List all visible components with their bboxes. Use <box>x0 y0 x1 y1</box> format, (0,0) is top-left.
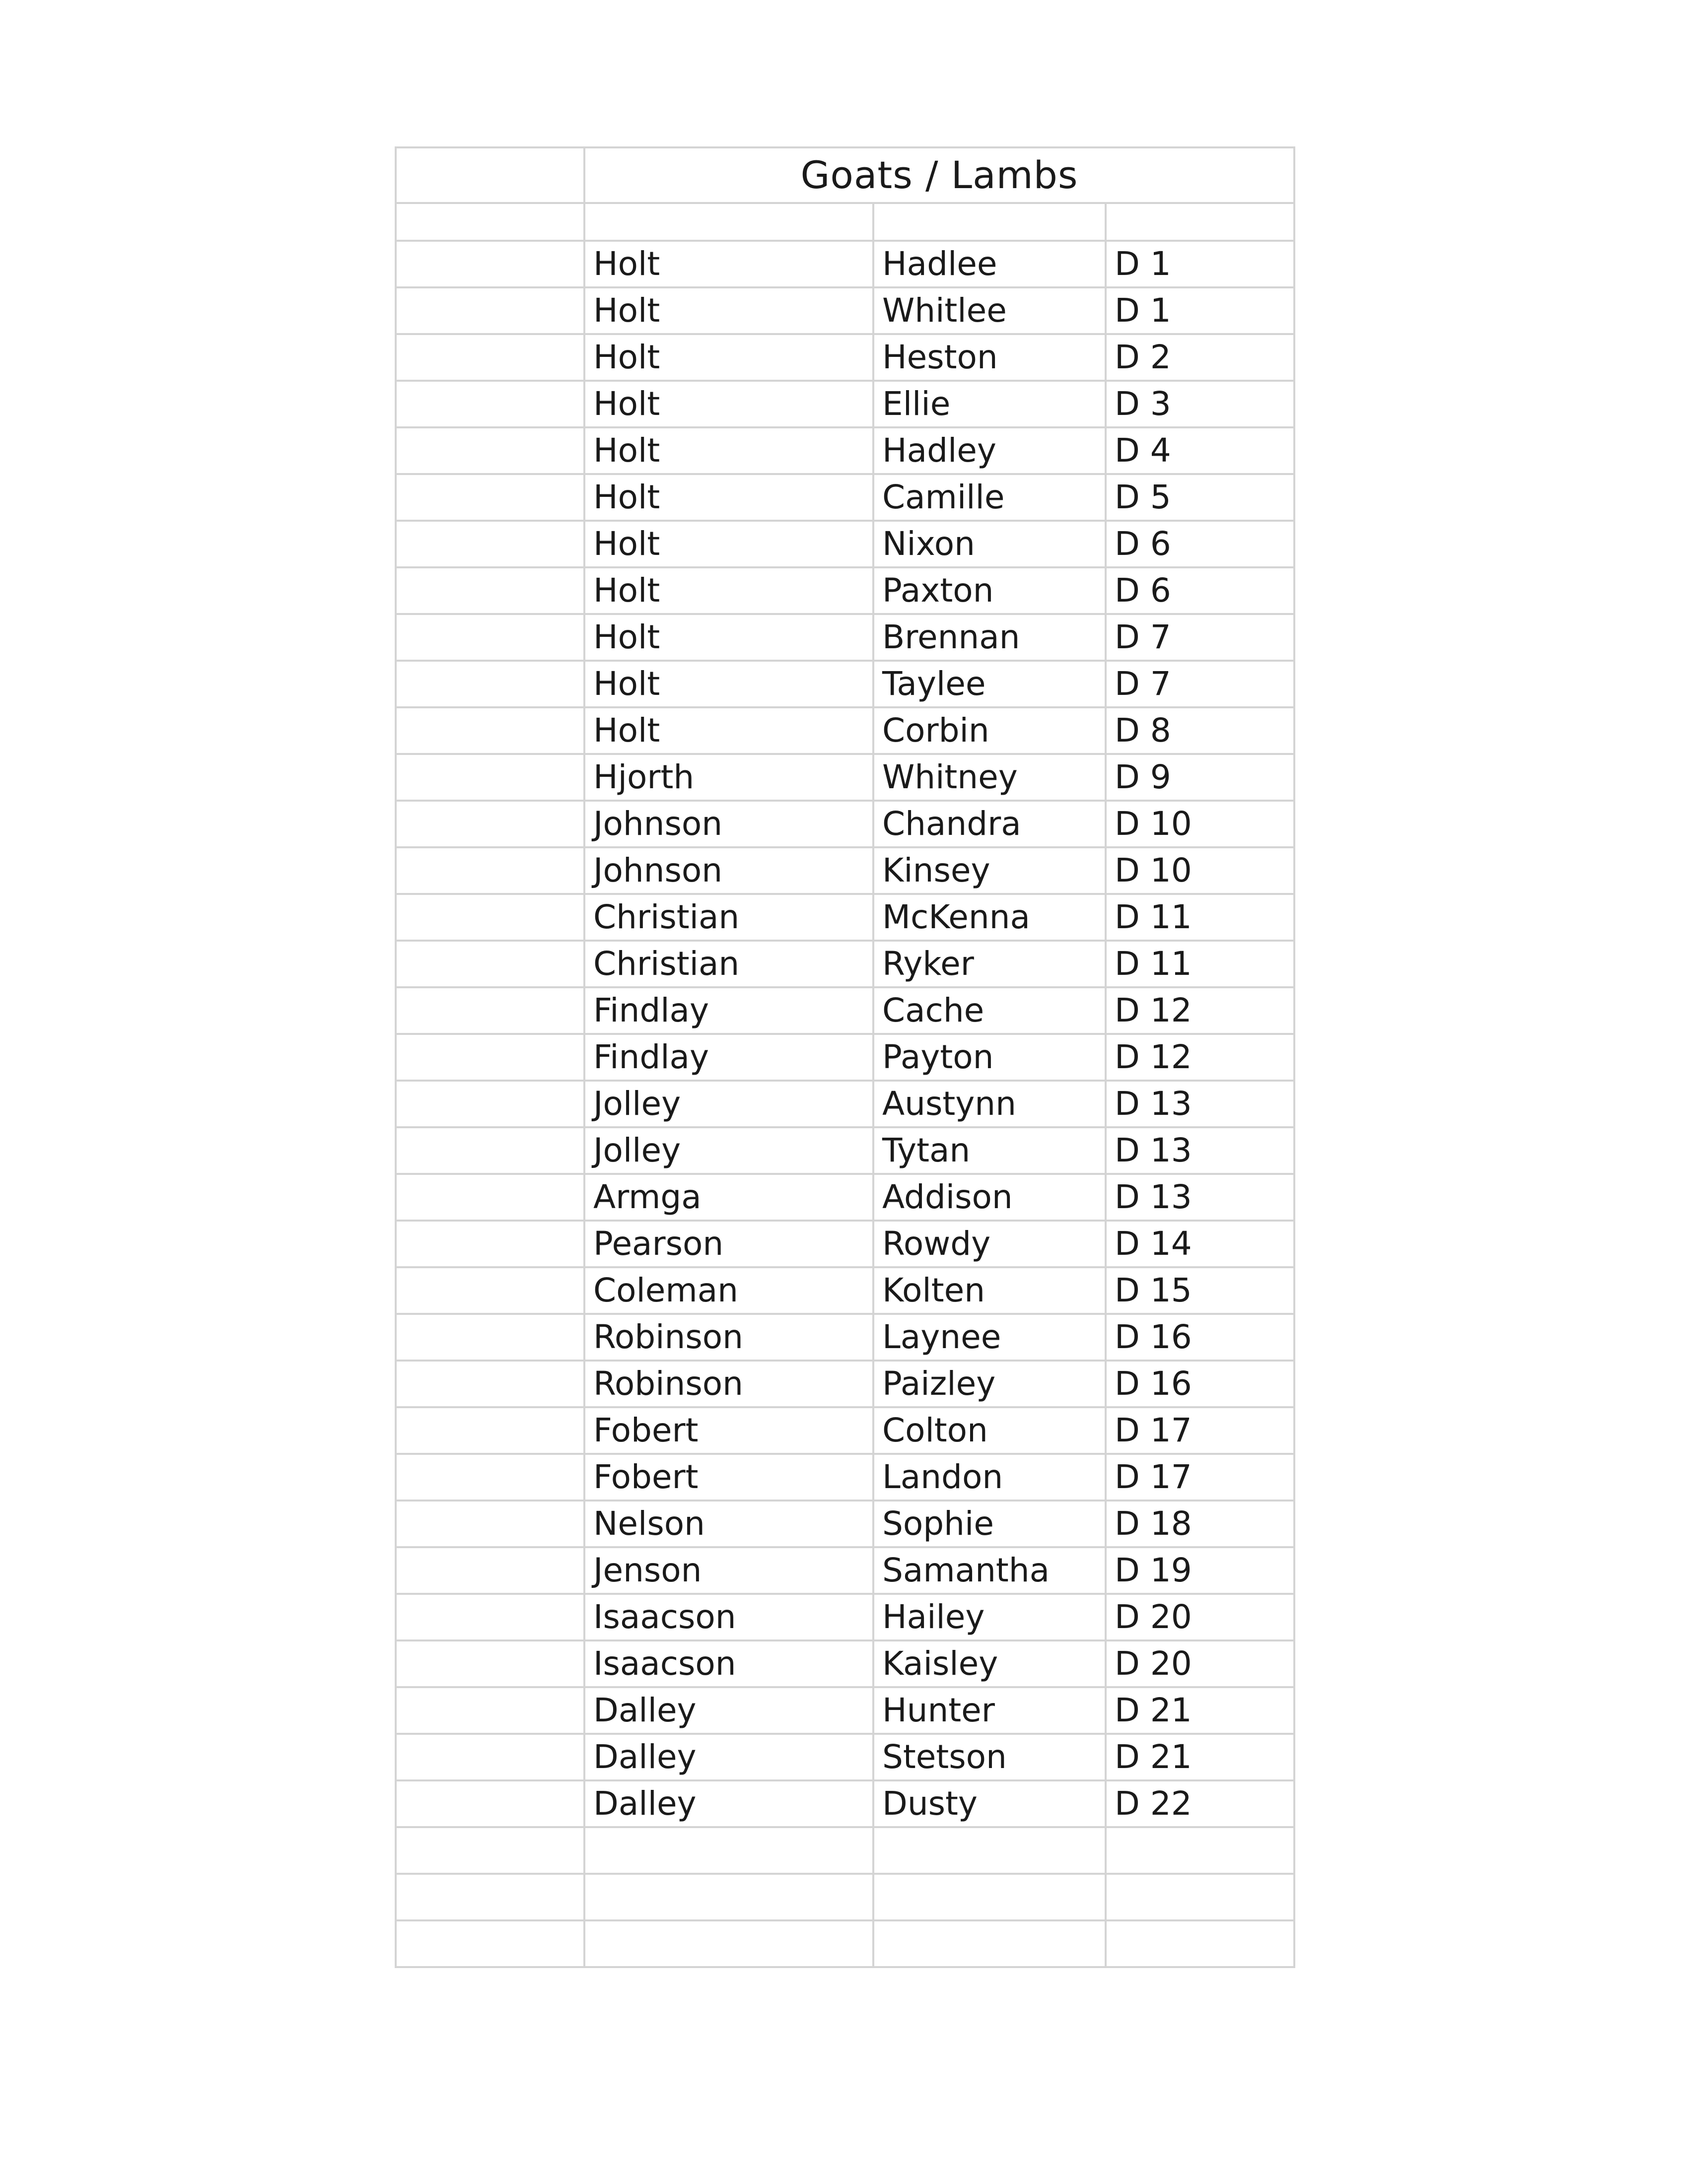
table-row <box>396 894 1294 941</box>
division-cell[interactable]: D 10 <box>1106 801 1294 847</box>
last-name-cell[interactable]: Christian <box>584 941 873 987</box>
table-row <box>396 1454 1294 1501</box>
table-row <box>396 381 1294 427</box>
last-name-cell[interactable]: Hjorth <box>584 754 873 801</box>
first-name-cell[interactable]: Chandra <box>873 801 1106 847</box>
division-cell[interactable]: D 14 <box>1106 1221 1294 1267</box>
table-row <box>396 1221 1294 1267</box>
division-cell[interactable]: D 10 <box>1106 847 1294 894</box>
division-cell[interactable]: D 4 <box>1106 427 1294 474</box>
spreadsheet-body <box>396 147 1294 1967</box>
last-name-cell[interactable]: Coleman <box>584 1267 873 1314</box>
table-row <box>396 1314 1294 1361</box>
table-row <box>396 987 1294 1034</box>
first-name-cell[interactable]: Dusty <box>873 1780 1106 1827</box>
table-row <box>396 614 1294 661</box>
last-name-cell[interactable]: Johnson <box>584 801 873 847</box>
empty-cell[interactable] <box>396 521 584 567</box>
empty-cell[interactable] <box>396 941 584 987</box>
table-row <box>396 567 1294 614</box>
empty-cell[interactable] <box>396 474 584 521</box>
empty-cell[interactable] <box>396 847 584 894</box>
empty-cell[interactable] <box>396 894 584 941</box>
empty-cell[interactable] <box>584 1874 873 1920</box>
empty-cell[interactable] <box>396 707 584 754</box>
last-name-cell[interactable]: Fobert <box>584 1454 873 1501</box>
table-row <box>396 1640 1294 1687</box>
empty-cell[interactable] <box>873 1874 1106 1920</box>
table-row <box>396 1501 1294 1547</box>
division-cell[interactable]: D 12 <box>1106 1034 1294 1081</box>
empty-cell[interactable] <box>396 1687 584 1734</box>
table-row <box>396 1034 1294 1081</box>
table-row <box>396 1547 1294 1594</box>
division-cell[interactable]: D 11 <box>1106 894 1294 941</box>
last-name-cell[interactable]: Nelson <box>584 1501 873 1547</box>
table-row <box>396 521 1294 567</box>
empty-cell[interactable] <box>396 1034 584 1081</box>
empty-cell[interactable] <box>396 567 584 614</box>
last-name-cell[interactable]: Holt <box>584 661 873 707</box>
last-name-cell[interactable]: Holt <box>584 567 873 614</box>
division-cell[interactable]: D 1 <box>1106 287 1294 334</box>
empty-cell[interactable] <box>396 1640 584 1687</box>
empty-cell[interactable] <box>584 1827 873 1874</box>
empty-cell[interactable] <box>396 1314 584 1361</box>
last-name-cell[interactable]: Dalley <box>584 1734 873 1780</box>
empty-cell[interactable] <box>873 1827 1106 1874</box>
empty-cell[interactable] <box>396 1174 584 1221</box>
table-row <box>396 707 1294 754</box>
empty-cell[interactable] <box>396 661 584 707</box>
division-cell[interactable]: D 11 <box>1106 941 1294 987</box>
division-cell[interactable]: D 21 <box>1106 1734 1294 1780</box>
first-name-cell[interactable]: Kaisley <box>873 1640 1106 1687</box>
division-cell[interactable]: D 2 <box>1106 334 1294 381</box>
empty-cell[interactable] <box>396 1501 584 1547</box>
last-name-cell[interactable]: Robinson <box>584 1361 873 1407</box>
division-cell[interactable]: D 13 <box>1106 1127 1294 1174</box>
first-name-cell[interactable]: Addison <box>873 1174 1106 1221</box>
empty-cell[interactable] <box>396 1407 584 1454</box>
division-cell[interactable]: D 22 <box>1106 1780 1294 1827</box>
empty-cell[interactable] <box>396 754 584 801</box>
first-name-cell[interactable]: Rowdy <box>873 1221 1106 1267</box>
last-name-cell[interactable]: Dalley <box>584 1780 873 1827</box>
blank-row <box>396 1827 1294 1874</box>
table-row <box>396 1407 1294 1454</box>
empty-cell[interactable] <box>396 987 584 1034</box>
table-row <box>396 941 1294 987</box>
blank-row <box>396 203 1294 241</box>
last-name-cell[interactable]: Jolley <box>584 1081 873 1127</box>
last-name-cell[interactable]: Holt <box>584 474 873 521</box>
first-name-cell[interactable]: Whitney <box>873 754 1106 801</box>
division-cell[interactable]: D 13 <box>1106 1174 1294 1221</box>
table-row <box>396 334 1294 381</box>
empty-cell[interactable] <box>396 203 584 241</box>
first-name-cell[interactable]: Hadlee <box>873 241 1106 287</box>
table-row <box>396 241 1294 287</box>
division-cell[interactable]: D 19 <box>1106 1547 1294 1594</box>
empty-cell[interactable] <box>396 1267 584 1314</box>
division-cell[interactable]: D 3 <box>1106 381 1294 427</box>
first-name-cell[interactable]: Hailey <box>873 1594 1106 1640</box>
empty-cell[interactable] <box>396 147 584 203</box>
table-row <box>396 287 1294 334</box>
empty-cell[interactable] <box>396 1780 584 1827</box>
table-row <box>396 1361 1294 1407</box>
last-name-cell[interactable]: Isaacson <box>584 1640 873 1687</box>
last-name-cell[interactable]: Jenson <box>584 1547 873 1594</box>
blank-row <box>396 1920 1294 1967</box>
table-row <box>396 1267 1294 1314</box>
division-cell[interactable]: D 7 <box>1106 661 1294 707</box>
last-name-cell[interactable]: Holt <box>584 287 873 334</box>
last-name-cell[interactable]: Fobert <box>584 1407 873 1454</box>
last-name-cell[interactable]: Holt <box>584 614 873 661</box>
empty-cell[interactable] <box>396 1827 584 1874</box>
first-name-cell[interactable]: Paxton <box>873 567 1106 614</box>
last-name-cell[interactable]: Findlay <box>584 1034 873 1081</box>
empty-cell[interactable] <box>1106 1920 1294 1967</box>
table-row <box>396 1594 1294 1640</box>
empty-cell[interactable] <box>396 1081 584 1127</box>
last-name-cell[interactable]: Holt <box>584 334 873 381</box>
division-cell[interactable]: D 9 <box>1106 754 1294 801</box>
first-name-cell[interactable]: Sophie <box>873 1501 1106 1547</box>
first-name-cell[interactable]: Heston <box>873 334 1106 381</box>
first-name-cell[interactable]: Kolten <box>873 1267 1106 1314</box>
division-cell[interactable]: D 16 <box>1106 1314 1294 1361</box>
empty-cell[interactable] <box>396 801 584 847</box>
first-name-cell[interactable]: McKenna <box>873 894 1106 941</box>
empty-cell[interactable] <box>1106 1827 1294 1874</box>
table-row <box>396 847 1294 894</box>
division-cell[interactable]: D 21 <box>1106 1687 1294 1734</box>
table-row <box>396 1780 1294 1827</box>
division-cell[interactable]: D 6 <box>1106 521 1294 567</box>
last-name-cell[interactable]: Armga <box>584 1174 873 1221</box>
last-name-cell[interactable]: Holt <box>584 381 873 427</box>
empty-cell[interactable] <box>396 427 584 474</box>
last-name-cell[interactable]: Isaacson <box>584 1594 873 1640</box>
first-name-cell[interactable]: Samantha <box>873 1547 1106 1594</box>
division-cell[interactable]: D 17 <box>1106 1407 1294 1454</box>
first-name-cell[interactable]: Austynn <box>873 1081 1106 1127</box>
table-row <box>396 661 1294 707</box>
table-row <box>396 1687 1294 1734</box>
last-name-cell[interactable]: Holt <box>584 521 873 567</box>
last-name-cell[interactable]: Holt <box>584 707 873 754</box>
last-name-cell[interactable]: Johnson <box>584 847 873 894</box>
last-name-cell[interactable]: Jolley <box>584 1127 873 1174</box>
first-name-cell[interactable]: Corbin <box>873 707 1106 754</box>
division-cell[interactable]: D 18 <box>1106 1501 1294 1547</box>
empty-cell[interactable] <box>396 1874 584 1920</box>
empty-cell[interactable] <box>396 381 584 427</box>
empty-cell[interactable] <box>584 1920 873 1967</box>
table-row <box>396 427 1294 474</box>
division-cell[interactable]: D 12 <box>1106 987 1294 1034</box>
division-cell[interactable]: D 16 <box>1106 1361 1294 1407</box>
empty-cell[interactable] <box>584 203 873 241</box>
empty-cell[interactable] <box>396 1920 584 1967</box>
division-cell[interactable]: D 17 <box>1106 1454 1294 1501</box>
division-cell[interactable]: D 5 <box>1106 474 1294 521</box>
division-cell[interactable]: D 20 <box>1106 1594 1294 1640</box>
first-name-cell[interactable]: Paizley <box>873 1361 1106 1407</box>
empty-cell[interactable] <box>396 1361 584 1407</box>
empty-cell[interactable] <box>396 1127 584 1174</box>
first-name-cell[interactable]: Payton <box>873 1034 1106 1081</box>
first-name-cell[interactable]: Camille <box>873 474 1106 521</box>
first-name-cell[interactable]: Hunter <box>873 1687 1106 1734</box>
empty-cell[interactable] <box>396 614 584 661</box>
last-name-cell[interactable]: Christian <box>584 894 873 941</box>
empty-cell[interactable] <box>1106 203 1294 241</box>
empty-cell[interactable] <box>396 287 584 334</box>
blank-row <box>396 1874 1294 1920</box>
table-row <box>396 1081 1294 1127</box>
division-cell[interactable]: D 15 <box>1106 1267 1294 1314</box>
last-name-cell[interactable]: Holt <box>584 427 873 474</box>
first-name-cell[interactable]: Laynee <box>873 1314 1106 1361</box>
first-name-cell[interactable]: Ryker <box>873 941 1106 987</box>
last-name-cell[interactable]: Dalley <box>584 1687 873 1734</box>
last-name-cell[interactable]: Robinson <box>584 1314 873 1361</box>
empty-cell[interactable] <box>396 1454 584 1501</box>
division-cell[interactable]: D 20 <box>1106 1640 1294 1687</box>
table-row <box>396 801 1294 847</box>
division-cell[interactable]: D 13 <box>1106 1081 1294 1127</box>
empty-cell[interactable] <box>396 334 584 381</box>
first-name-cell[interactable]: Landon <box>873 1454 1106 1501</box>
empty-cell[interactable] <box>873 203 1106 241</box>
sheet-title[interactable]: Goats / Lambs <box>584 147 1294 203</box>
division-cell[interactable]: D 6 <box>1106 567 1294 614</box>
first-name-cell[interactable]: Brennan <box>873 614 1106 661</box>
first-name-cell[interactable]: Tytan <box>873 1127 1106 1174</box>
division-cell[interactable]: D 8 <box>1106 707 1294 754</box>
empty-cell[interactable] <box>873 1920 1106 1967</box>
first-name-cell[interactable]: Colton <box>873 1407 1106 1454</box>
empty-cell[interactable] <box>396 1594 584 1640</box>
division-cell[interactable]: D 1 <box>1106 241 1294 287</box>
table-row <box>396 1174 1294 1221</box>
table-row <box>396 1734 1294 1780</box>
first-name-cell[interactable]: Kinsey <box>873 847 1106 894</box>
table-row <box>396 1127 1294 1174</box>
first-name-cell[interactable]: Taylee <box>873 661 1106 707</box>
empty-cell[interactable] <box>1106 1874 1294 1920</box>
spreadsheet-table <box>395 146 1295 1968</box>
division-cell[interactable]: D 7 <box>1106 614 1294 661</box>
empty-cell[interactable] <box>396 1734 584 1780</box>
title-row <box>396 147 1294 203</box>
last-name-cell[interactable]: Holt <box>584 241 873 287</box>
table-row <box>396 754 1294 801</box>
last-name-cell[interactable]: Findlay <box>584 987 873 1034</box>
first-name-cell[interactable]: Hadley <box>873 427 1106 474</box>
table-row <box>396 474 1294 521</box>
first-name-cell[interactable]: Whitlee <box>873 287 1106 334</box>
first-name-cell[interactable]: Stetson <box>873 1734 1106 1780</box>
first-name-cell[interactable]: Cache <box>873 987 1106 1034</box>
empty-cell[interactable] <box>396 1547 584 1594</box>
empty-cell[interactable] <box>396 241 584 287</box>
empty-cell[interactable] <box>396 1221 584 1267</box>
last-name-cell[interactable]: Pearson <box>584 1221 873 1267</box>
first-name-cell[interactable]: Nixon <box>873 521 1106 567</box>
first-name-cell[interactable]: Ellie <box>873 381 1106 427</box>
